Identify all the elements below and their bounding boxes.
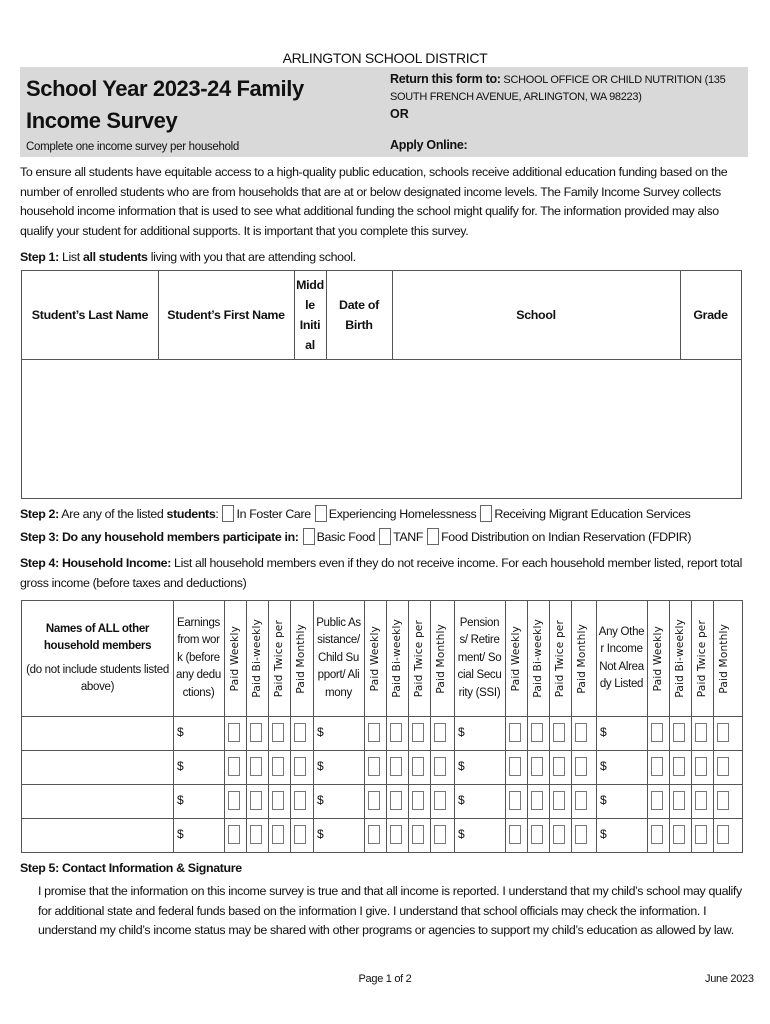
frequency-checkbox-twice-per[interactable] [553, 723, 565, 742]
frequency-header-other-income-biweekly [669, 601, 691, 716]
frequency-header-earnings-twice-per [268, 601, 290, 716]
step2-text-bold: students [166, 507, 216, 521]
frequency-header-other-income-twice-per [691, 601, 713, 716]
step2-text: Are any of the listed [58, 507, 167, 521]
frequency-checkbox-biweekly[interactable] [250, 757, 262, 776]
frequency-header-earnings-biweekly [246, 601, 268, 716]
frequency-label-twice-per: Paid Twice per [696, 619, 708, 698]
frequency-label-monthly: Paid Monthly [295, 623, 307, 694]
tanf-checkbox[interactable] [379, 528, 391, 545]
step2-text-end: : [215, 507, 219, 521]
frequency-header-pensions-monthly [571, 601, 593, 716]
frequency-header-earnings-monthly [290, 601, 312, 716]
frequency-label-monthly: Paid Monthly [435, 623, 447, 694]
frequency-checkbox-twice-per[interactable] [695, 825, 707, 844]
step1-label: Step 1: [20, 250, 59, 264]
form-title: School Year 2023-24 Family Income Survey [26, 76, 304, 133]
household-member-name-field[interactable] [22, 717, 173, 750]
frequency-checkbox-twice-per[interactable] [412, 723, 424, 742]
amount-field-public-assistance[interactable]: $ [317, 759, 324, 773]
frequency-label-twice-per: Paid Twice per [413, 619, 425, 698]
frequency-checkbox-twice-per[interactable] [553, 825, 565, 844]
frequency-label-weekly: Paid Weekly [510, 625, 522, 692]
return-address: SCHOOL OFFICE OR CHILD NUTRITION (135 SOUTH FRENCH AVENUE, ARLINGTON, WA 98223) [390, 74, 726, 103]
students-table [21, 270, 742, 499]
frequency-checkbox-weekly[interactable] [368, 757, 380, 776]
frequency-checkbox-twice-per[interactable] [412, 791, 424, 810]
migrant-education-label: Receiving Migrant Education Services [494, 507, 691, 521]
frequency-header-public-assistance-biweekly [386, 601, 408, 716]
amount-field-pensions[interactable]: $ [458, 759, 465, 773]
frequency-checkbox-twice-per[interactable] [412, 757, 424, 776]
frequency-checkbox-monthly[interactable] [575, 757, 587, 776]
frequency-checkbox-twice-per[interactable] [272, 825, 284, 844]
frequency-checkbox-monthly[interactable] [717, 825, 729, 844]
fdpir-label: Food Distribution on Indian Reservation (FDPIR) [441, 530, 692, 544]
frequency-checkbox-monthly[interactable] [434, 757, 446, 776]
frequency-label-weekly: Paid Weekly [369, 625, 381, 692]
step1-text: List [58, 250, 83, 264]
frequency-checkbox-weekly[interactable] [651, 723, 663, 742]
frequency-checkbox-twice-per[interactable] [272, 791, 284, 810]
frequency-checkbox-twice-per[interactable] [412, 825, 424, 844]
frequency-checkbox-weekly[interactable] [509, 825, 521, 844]
frequency-label-twice-per: Paid Twice per [554, 619, 566, 698]
frequency-checkbox-monthly[interactable] [294, 825, 306, 844]
col-middle-initial: Midd le Initi al [294, 271, 326, 360]
amount-field-pensions[interactable]: $ [458, 827, 465, 841]
frequency-checkbox-weekly[interactable] [509, 757, 521, 776]
income-type-label-other-income: Any Other Income Not Already Listed [598, 625, 645, 690]
step1-instruction [20, 248, 356, 266]
col-first-name: Student’s First Name [158, 271, 294, 360]
frequency-checkbox-monthly[interactable] [717, 791, 729, 810]
foster-care-checkbox[interactable] [222, 505, 234, 522]
frequency-checkbox-weekly[interactable] [228, 723, 240, 742]
step5-label [20, 859, 242, 877]
frequency-header-pensions-biweekly [527, 601, 549, 716]
frequency-checkbox-biweekly[interactable] [250, 723, 262, 742]
income-type-header-other-income [596, 601, 647, 716]
amount-field-public-assistance[interactable]: $ [317, 827, 324, 841]
frequency-checkbox-monthly[interactable] [575, 723, 587, 742]
frequency-label-weekly: Paid Weekly [229, 625, 241, 692]
homelessness-label: Experiencing Homelessness [328, 507, 477, 521]
promise-statement: I promise that the information on this income survey is true and that all income is reported. I understand that my child’s school may qualify for additional state and federal funds based on the information I give. I understand that school officials may check the information. I understand my child’s income status may be shared with other programs or agencies to support my child’s education as allowed by law. [38, 884, 742, 937]
frequency-checkbox-weekly[interactable] [651, 825, 663, 844]
frequency-checkbox-biweekly[interactable] [673, 723, 685, 742]
names-note: (do not include students listed above) [26, 663, 169, 693]
frequency-checkbox-biweekly[interactable] [673, 791, 685, 810]
amount-field-earnings[interactable]: $ [177, 725, 184, 739]
amount-field-public-assistance[interactable]: $ [317, 725, 324, 739]
amount-field-other-income[interactable]: $ [600, 827, 607, 841]
frequency-label-biweekly: Paid Bi-weekly [674, 619, 686, 698]
homelessness-checkbox[interactable] [315, 505, 327, 522]
frequency-checkbox-weekly[interactable] [368, 791, 380, 810]
frequency-checkbox-monthly[interactable] [717, 723, 729, 742]
step2-label: Step 2: [20, 507, 59, 521]
page-number: Page 1 of 2 [358, 973, 412, 985]
col-date-of-birth: Date of Birth [326, 271, 392, 360]
household-member-name-field[interactable] [22, 819, 173, 852]
frequency-label-monthly: Paid Monthly [576, 623, 588, 694]
frequency-checkbox-weekly[interactable] [228, 791, 240, 810]
frequency-checkbox-twice-per[interactable] [553, 791, 565, 810]
income-type-label-public-assistance: Public Assistance/ Child Support/ Alimony [316, 616, 361, 699]
frequency-checkbox-twice-per[interactable] [695, 723, 707, 742]
amount-field-earnings[interactable]: $ [177, 827, 184, 841]
step4-text: List all household members even if they do not receive income. For each household member listed, report total gross income (before taxes and deductions) [20, 556, 742, 590]
names-header-cell [22, 601, 173, 716]
step4-instruction [20, 554, 748, 593]
frequency-checkbox-biweekly[interactable] [250, 791, 262, 810]
frequency-checkbox-monthly[interactable] [575, 825, 587, 844]
amount-field-earnings[interactable]: $ [177, 759, 184, 773]
frequency-header-earnings-weekly [224, 601, 246, 716]
basic-food-label: Basic Food [316, 530, 376, 544]
revision-date: June 2023 [705, 973, 754, 985]
household-member-name-field[interactable] [22, 751, 173, 784]
frequency-checkbox-biweekly[interactable] [250, 825, 262, 844]
frequency-header-public-assistance-weekly [364, 601, 386, 716]
frequency-checkbox-biweekly[interactable] [531, 791, 543, 810]
income-type-header-pensions [454, 601, 505, 716]
step1-text-bold: all students [82, 250, 148, 264]
frequency-checkbox-weekly[interactable] [368, 825, 380, 844]
return-label: Return this form to: [390, 72, 501, 86]
amount-field-pensions[interactable]: $ [458, 725, 465, 739]
fdpir-checkbox[interactable] [427, 528, 439, 545]
frequency-header-public-assistance-twice-per [408, 601, 430, 716]
frequency-checkbox-biweekly[interactable] [531, 757, 543, 776]
or-label: OR [390, 107, 409, 121]
income-type-header-earnings [173, 601, 224, 716]
frequency-checkbox-monthly[interactable] [434, 723, 446, 742]
frequency-checkbox-twice-per[interactable] [553, 757, 565, 776]
frequency-checkbox-biweekly[interactable] [390, 791, 402, 810]
frequency-checkbox-monthly[interactable] [575, 791, 587, 810]
frequency-checkbox-twice-per[interactable] [272, 757, 284, 776]
frequency-label-biweekly: Paid Bi-weekly [532, 619, 544, 698]
students-entry-area[interactable] [22, 361, 741, 498]
frequency-checkbox-biweekly[interactable] [390, 757, 402, 776]
frequency-checkbox-biweekly[interactable] [531, 825, 543, 844]
frequency-checkbox-monthly[interactable] [294, 723, 306, 742]
step3-label: Step 3: Do any household members participate in: [20, 530, 299, 544]
amount-field-other-income[interactable]: $ [600, 759, 607, 773]
frequency-header-pensions-weekly [505, 601, 527, 716]
household-member-name-field[interactable] [22, 785, 173, 818]
form-subtitle: Complete one income survey per household [26, 141, 240, 153]
frequency-checkbox-monthly[interactable] [294, 791, 306, 810]
apply-online-label: Apply Online: [390, 138, 468, 152]
amount-field-pensions[interactable]: $ [458, 793, 465, 807]
step1-text-end: living with you that are attending school. [147, 250, 356, 264]
frequency-checkbox-biweekly[interactable] [673, 757, 685, 776]
frequency-header-pensions-twice-per [549, 601, 571, 716]
frequency-label-biweekly: Paid Bi-weekly [391, 619, 403, 698]
col-last-name: Student’s Last Name [22, 271, 158, 360]
intro-paragraph: To ensure all students have equitable access to a high-quality public education, schools receive additional education funding based on the number of enrolled students who are from households that are at or below designated income levels. The Family Income Survey collects household income information that is used to see what additional funding the school might qualify for. The information provided may also qualify your student for additional supports. It is important that you complete this survey. [20, 165, 728, 238]
frequency-label-monthly: Paid Monthly [718, 623, 730, 694]
income-type-header-public-assistance [313, 601, 364, 716]
frequency-header-other-income-weekly [647, 601, 669, 716]
frequency-label-biweekly: Paid Bi-weekly [251, 619, 263, 698]
frequency-checkbox-biweekly[interactable] [531, 723, 543, 742]
district-name: ARLINGTON SCHOOL DISTRICT [282, 50, 488, 66]
frequency-checkbox-monthly[interactable] [434, 791, 446, 810]
income-type-label-pensions: Pensions/ Retirement/ Social Security (SSI) [457, 616, 502, 699]
frequency-checkbox-biweekly[interactable] [390, 825, 402, 844]
col-grade: Grade [680, 271, 741, 360]
frequency-header-other-income-monthly [713, 601, 735, 716]
frequency-header-public-assistance-monthly [430, 601, 452, 716]
frequency-checkbox-weekly[interactable] [651, 791, 663, 810]
frequency-checkbox-monthly[interactable] [717, 757, 729, 776]
amount-field-other-income[interactable]: $ [600, 793, 607, 807]
basic-food-checkbox[interactable] [303, 528, 315, 545]
frequency-checkbox-biweekly[interactable] [673, 825, 685, 844]
frequency-checkbox-twice-per[interactable] [695, 791, 707, 810]
frequency-checkbox-twice-per[interactable] [272, 723, 284, 742]
frequency-checkbox-weekly[interactable] [651, 757, 663, 776]
frequency-checkbox-weekly[interactable] [509, 723, 521, 742]
return-instructions [390, 71, 740, 106]
names-header: Names of ALL other household members [43, 622, 152, 652]
frequency-checkbox-biweekly[interactable] [390, 723, 402, 742]
foster-care-label: In Foster Care [236, 507, 311, 521]
income-type-label-earnings: Earnings from work (before any deductions) [176, 616, 221, 699]
frequency-label-weekly: Paid Weekly [652, 625, 664, 692]
form-header [20, 67, 748, 157]
step5-label-text: Step 5: Contact Information & Signature [20, 861, 242, 875]
frequency-checkbox-weekly[interactable] [509, 791, 521, 810]
frequency-checkbox-weekly[interactable] [228, 757, 240, 776]
frequency-checkbox-monthly[interactable] [434, 825, 446, 844]
frequency-checkbox-monthly[interactable] [294, 757, 306, 776]
frequency-label-twice-per: Paid Twice per [273, 619, 285, 698]
amount-field-other-income[interactable]: $ [600, 725, 607, 739]
amount-field-public-assistance[interactable]: $ [317, 793, 324, 807]
migrant-education-checkbox[interactable] [480, 505, 492, 522]
household-income-table [21, 600, 743, 853]
col-school: School [392, 271, 680, 360]
frequency-checkbox-twice-per[interactable] [695, 757, 707, 776]
step3-question [20, 528, 691, 546]
amount-field-earnings[interactable]: $ [177, 793, 184, 807]
tanf-label: TANF [393, 530, 424, 544]
frequency-checkbox-weekly[interactable] [368, 723, 380, 742]
step2-question [20, 505, 690, 523]
step4-label: Step 4: Household Income: [20, 556, 171, 570]
frequency-checkbox-weekly[interactable] [228, 825, 240, 844]
